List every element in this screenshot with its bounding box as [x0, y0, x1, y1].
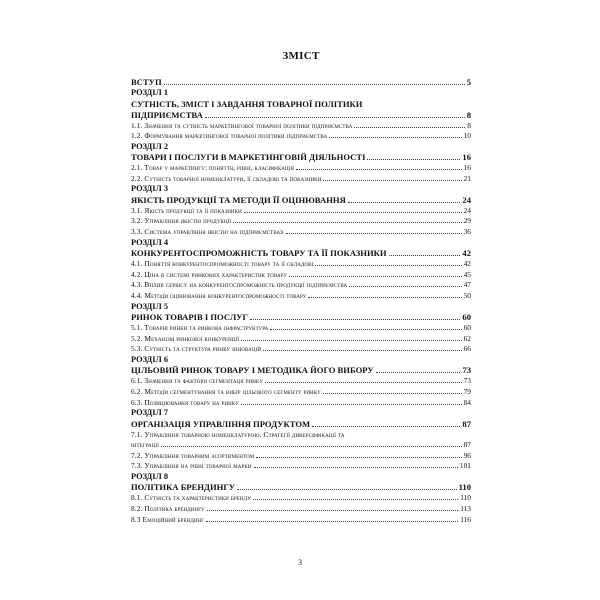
toc-item-label: 6.1. Значення та фактори сегментації ринку: [131, 376, 263, 386]
toc-item-label: 7.3. Управління на рівні товарної марки: [131, 461, 252, 471]
dot-leader: [207, 510, 458, 511]
toc-title: ЗМІСТ: [282, 50, 320, 62]
dot-leader: [376, 372, 461, 373]
dot-leader: [308, 297, 461, 298]
toc-heading-row: [131, 152, 471, 163]
toc-item-page: 113: [460, 504, 471, 514]
dot-leader: [296, 169, 462, 170]
toc-item-label: 8.2. Політика брендингу: [131, 504, 205, 514]
dot-leader: [329, 137, 461, 138]
section-label: РОЗДІЛ 1: [131, 88, 169, 97]
toc-item-row: [131, 323, 471, 334]
toc-heading-row: [131, 312, 471, 323]
toc-item-row: [131, 387, 471, 398]
section-label: РОЗДІЛ 3: [131, 184, 169, 194]
dot-leader: [241, 340, 461, 341]
toc-heading-row: [131, 248, 471, 259]
toc-item-page: 79: [463, 386, 471, 396]
dot-leader: [349, 286, 461, 287]
section-label: РОЗДІЛ 7: [131, 408, 169, 418]
toc-item-label: 8.3 Емоційний брендинг: [131, 514, 205, 524]
toc-item-label: 1.1. Значення та сутність маркетингової товарної політики підприємства: [131, 120, 353, 130]
dot-leader: [367, 159, 460, 160]
toc-section-label: [131, 142, 471, 153]
section-label: РОЗДІЛ 4: [131, 237, 169, 247]
toc-item-page: 84: [463, 397, 471, 407]
toc-item-label: 8.1. Сутність та характеристики бренду: [131, 493, 251, 503]
toc-section-label: [131, 238, 471, 249]
toc-heading-text: ПІДПРИЄМСТВА: [131, 109, 203, 120]
toc-item-label: 4.3. Вплив сервісу на конкурентоспроможність продукції підприємства: [131, 280, 348, 290]
toc-heading-page: 60: [462, 312, 471, 323]
toc-item-page: 10: [463, 131, 471, 141]
toc-item-row: [131, 344, 471, 355]
toc-heading-row: [131, 195, 471, 206]
toc-item-label: 5.3. Сутність та структура ринку інновацій: [131, 344, 262, 354]
toc-item-label: 3.1. Якість продукції та її показники: [131, 205, 242, 215]
toc-heading-text: КОНКУРЕНТОСПРОМОЖНІСТЬ ТОВАРУ ТА ЇЇ ПОКАЗНИКИ: [131, 248, 387, 259]
dot-leader: [237, 489, 456, 490]
toc-intro-label: ВСТУП: [131, 77, 162, 87]
toc-item-row: [131, 515, 471, 526]
toc-heading-row: [131, 419, 471, 430]
dot-leader: [161, 446, 462, 447]
toc-heading-text: ТОВАРИ І ПОСЛУГИ В МАРКЕТИНГОВІЙ ДІЯЛЬНОСТІ: [131, 152, 366, 163]
dot-leader: [206, 521, 458, 522]
toc-heading-page: 87: [462, 418, 471, 429]
dot-leader: [253, 499, 458, 500]
toc-heading-text: ЯКІСТЬ ПРОДУКЦІЇ ТА МЕТОДИ ЇЇ ОЦІНЮВАННЯ: [131, 194, 346, 205]
toc-heading-page: 16: [462, 152, 471, 163]
dot-leader: [244, 212, 462, 213]
dot-leader: [289, 276, 462, 277]
dot-leader: [256, 457, 461, 458]
section-label: РОЗДІЛ 2: [131, 141, 169, 151]
dot-leader: [315, 265, 461, 266]
dot-leader: [254, 467, 458, 468]
toc-item-row: [131, 174, 471, 185]
toc-item-label: 4.1. Поняття конкурентоспроможності товару та її складові: [131, 259, 314, 269]
toc-item-row: [131, 227, 471, 238]
toc-item-label: 2.2. Сутність товарної номенклатури, її складові та показники: [131, 173, 322, 183]
toc-sections: [131, 88, 471, 525]
dot-leader: [323, 180, 461, 181]
toc-item-row: [131, 493, 471, 504]
toc-item-label: 5.2. Механізм ринкової конкуренції: [131, 333, 240, 343]
toc-item-row: [131, 440, 471, 451]
dot-leader: [250, 319, 460, 320]
section-label: РОЗДІЛ 8: [131, 471, 169, 481]
toc-heading-row: [131, 110, 471, 121]
toc-heading-text: ЦІЛЬОВИЙ РИНОК ТОВАРУ І МЕТОДИКА ЙОГО ВИБОРУ: [131, 365, 374, 376]
toc-item-row: [131, 291, 471, 302]
toc-heading-row: [131, 482, 471, 493]
toc-item-row: [131, 398, 471, 409]
toc-section-label: [131, 302, 471, 313]
toc-item-row: [131, 259, 471, 270]
toc-heading-page: 110: [458, 482, 471, 493]
toc-item-row: [131, 121, 471, 132]
toc-item-page: 29: [463, 216, 471, 226]
toc-section-label: [131, 408, 471, 419]
toc-item-label: 3.2. Управління якістю продукції: [131, 216, 232, 226]
dot-leader: [312, 426, 460, 427]
dot-leader: [323, 393, 462, 394]
dot-leader: [263, 350, 462, 351]
toc-heading-page: 73: [462, 365, 471, 376]
toc-item-page: 45: [463, 269, 471, 279]
toc-item-page: 110: [460, 493, 471, 503]
toc-heading-page: 42: [462, 248, 471, 259]
toc-item-label: 6.2. Методи сегментування та вибір цільового сегменту ринку: [131, 386, 321, 396]
toc-intro-row: [131, 77, 471, 88]
dot-leader: [265, 382, 462, 383]
toc-section-label: [131, 184, 471, 195]
section-label: РОЗДІЛ 6: [131, 354, 169, 364]
dot-leader: [348, 202, 461, 203]
dot-leader: [241, 404, 462, 405]
toc-item-row: [131, 376, 471, 387]
toc-item-row: [131, 461, 471, 472]
toc-section-label: [131, 355, 471, 366]
dot-leader: [233, 222, 461, 223]
toc-item-page: 50: [463, 290, 471, 300]
toc-heading-row: [131, 365, 471, 376]
toc-item-page: 24: [463, 205, 471, 215]
toc-item-page: 60: [463, 323, 471, 333]
toc-item-line: 7.1. Управління товарною номенклатурою. Стратегії диверсифікації та: [131, 429, 345, 439]
toc-item-page: 36: [463, 227, 471, 237]
dot-leader: [270, 329, 461, 330]
toc-item-row: [131, 280, 471, 291]
toc-heading-text: ОРГАНІЗАЦІЯ УПРАВЛІННЯ ПРОДУКТОМ: [131, 418, 311, 429]
toc-page: [131, 50, 471, 525]
toc-heading-text: РИНОК ТОВАРІВ І ПОСЛУГ: [131, 312, 248, 323]
toc-item-row: [131, 270, 471, 281]
toc-item-label: інтеграції: [131, 440, 159, 450]
toc-item-row: [131, 216, 471, 227]
toc-item-page: 101: [459, 461, 471, 471]
dot-leader: [205, 117, 465, 118]
toc-item-page: 66: [463, 344, 471, 354]
toc-item-row: [131, 163, 471, 174]
toc-item-row: [131, 504, 471, 515]
toc-item-page: 42: [463, 259, 471, 269]
toc-item-page: 87: [463, 440, 471, 450]
toc-heading-page: 24: [462, 194, 471, 205]
toc-item-row: [131, 451, 471, 462]
toc-item-page: 73: [463, 376, 471, 386]
toc-item-label: 3.3. Система управління якістю на підприємствах: [131, 227, 284, 237]
toc-item-label: 1.2. Формування маркетингової товарної політики підприємства: [131, 131, 328, 141]
toc-item-page: 8: [467, 120, 471, 130]
dot-leader: [286, 233, 462, 234]
toc-item-label: 4.4. Методи оцінювання конкурентоспроможності товару: [131, 290, 307, 300]
toc-item-page: 47: [463, 280, 471, 290]
toc-item-label: 2.1. Товар у маркетингу: поняття, рівні, класифікація: [131, 163, 294, 173]
toc-item-page: 116: [460, 514, 471, 524]
toc-item-page: 21: [463, 173, 471, 183]
toc-item-row: [131, 206, 471, 217]
toc-item-row: [131, 334, 471, 345]
toc-intro-page: 5: [466, 77, 471, 87]
toc-heading-line: СУТНІСТЬ, ЗМІСТ І ЗАВДАННЯ ТОВАРНОЇ ПОЛІТИКИ: [131, 98, 363, 109]
toc-heading-page: 8: [466, 109, 471, 120]
toc-item-row: [131, 131, 471, 142]
dot-leader: [389, 255, 461, 256]
toc-item-label: 5.1. Товарні ринки та ринкова інфраструктура: [131, 323, 269, 333]
toc-item-page: 96: [463, 450, 471, 460]
dot-leader: [354, 127, 465, 128]
toc-item-label: 6.3. Позиціювання товару на ринку: [131, 397, 239, 407]
toc-section-label: [131, 88, 471, 99]
dot-leader: [164, 84, 465, 85]
page-number: 3: [298, 558, 302, 567]
section-label: РОЗДІЛ 5: [131, 301, 169, 311]
toc-item-page: 16: [463, 163, 471, 173]
toc-item-page: 62: [463, 333, 471, 343]
toc-section-label: [131, 472, 471, 483]
toc-item-label: 4.2. Ціна в системі ринкових характеристик товару: [131, 269, 288, 279]
toc-item-label: 7.2. Управління товарним асортиментом: [131, 450, 255, 460]
toc-heading-text: ПОЛІТИКА БРЕНДИНГУ: [131, 482, 236, 493]
